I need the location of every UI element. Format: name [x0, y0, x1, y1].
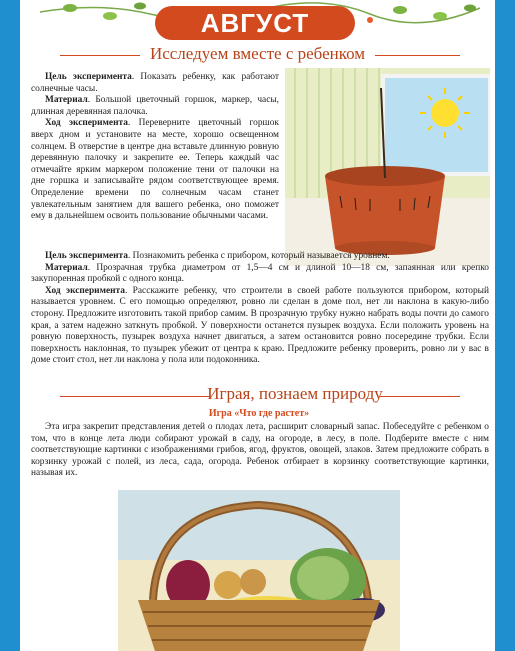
exp1-process-text: . Переверните цветочный горшок вверх дном и установите на месте, хорошо освещенном солнцем. В отверстие в центре дна вставьте длинную ровную деревянную палочку и закрепите ее. Теперь каждый час отмечайте ярким маркером положение тени от палочки на дне горшка и записывайте рядом соответствующее время. Определение времени по солнечным часам станет увлекательным занятием для вашего ребенка, оно поможет ему в дальнейшем освоить пользование обычными часами.: [31, 118, 279, 222]
right-decorative-border: [495, 0, 515, 651]
exp2-process-label: Ход эксперимента: [45, 285, 125, 296]
month-title-banner: АВГУСТ: [155, 6, 355, 40]
experiment1-text: [31, 72, 279, 223]
game-text: [31, 422, 489, 480]
exp1-material-label: Материал: [45, 95, 88, 106]
game-title: Игра «Что где растет»: [208, 408, 310, 419]
section1-heading-line-right: [375, 55, 460, 56]
sundial-illustration: [285, 68, 490, 266]
section1-heading-line-left: [60, 55, 140, 56]
exp2-process-text: . Расскажите ребенку, что строители в своей работе пользуются прибором, который называется уровнем. С его помощью определяют, ровно ли сделан в доме пол, нет ли наклона в какую-либо сторону. Предложите изготовить такой прибор самим. В прозрачную трубку нужно набрать воды почти до самого края, а затем надежно заткнуть пробкой. У поверхности останется пузырек воздуха. Если положить уровень на ровную поверхность, пузырек воздуха начнет двигаться, а затем остановится ровно посередине трубки. Если поверхность наклонная, то пузырек убежит от центра к краю. Предложите ребенку проверить, ровно ли у вас в доме стоит стол, нет ли наклона у пола или подоконника.: [31, 285, 489, 366]
section2-heading: Играя, познаем природу: [207, 384, 383, 403]
exp1-process-label: Ход эксперимента: [45, 118, 128, 129]
exp2-material-text: . Прозрачная трубка диаметром от 1,5—4 см и длиной 10—18 см, запаянная или крепко закупоренная пробкой с одного конца.: [31, 262, 489, 285]
game-description: Эта игра закрепит представления детей о плодах лета, расширит словарный запас. Побеседуйте с ребенком о том, что в конце лета люди собирают урожай в саду, на огороде, в лесу, в поле. Подберите вместе с ним соответствующие картинки с изображениями грибов, ягод, фруктов, овощей, злаков. Затем предложите собрать в корзинку урожай с полей, из леса, сада, огорода. Ребенок отбирает в корзинку соответствующие картинки, называя их.: [31, 422, 489, 479]
exp1-goal-label: Цель эксперимента: [45, 72, 132, 82]
exp1-goal-text: . Показать ребенку, как работают солнечные часы.: [31, 72, 279, 94]
experiment2-text: [31, 251, 489, 367]
exp2-goal-label: Цель эксперимента: [45, 251, 128, 261]
harvest-basket-illustration: [118, 490, 400, 651]
left-decorative-border: [0, 0, 20, 651]
section1-heading: Исследуем вместе с ребенком: [149, 44, 366, 63]
section2-heading-line-right: [380, 396, 460, 397]
exp1-material-text: . Большой цветочный горшок, маркер, часы, длинная деревянная палочка.: [31, 95, 279, 117]
exp2-goal-text: . Познакомить ребенка с прибором, который называется уровнем.: [127, 251, 390, 261]
section2-heading-line-left: [60, 396, 210, 397]
exp2-material-label: Материал: [45, 262, 88, 273]
